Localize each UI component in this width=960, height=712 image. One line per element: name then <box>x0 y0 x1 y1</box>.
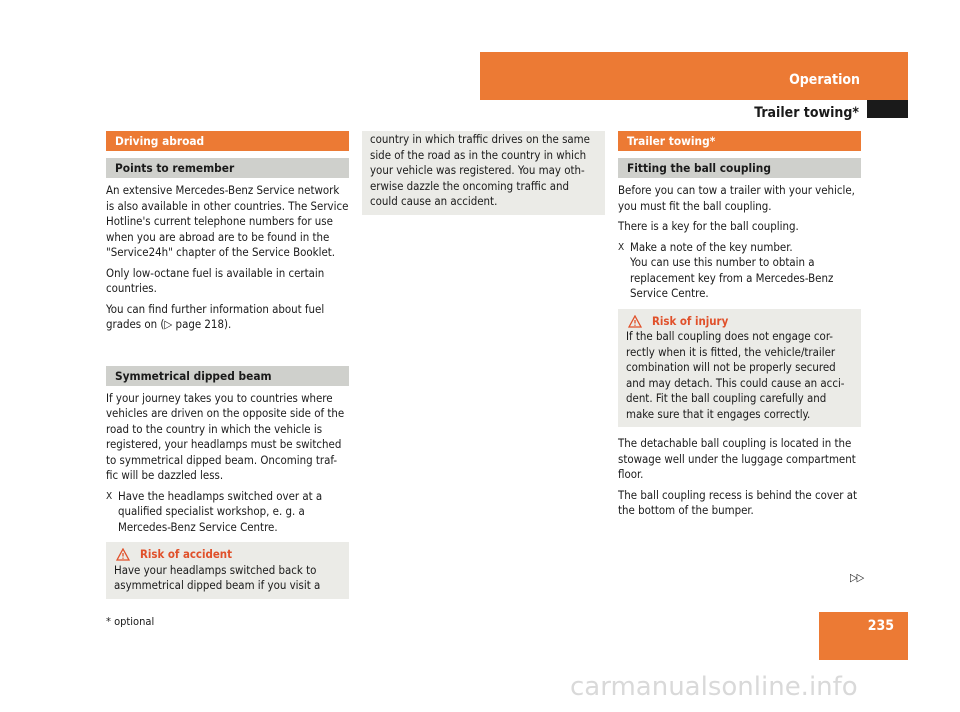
header-marker <box>867 100 908 118</box>
paragraph: You can find further information about fuel grades on (▷ page 218). <box>106 301 325 331</box>
paragraph: An extensive Mercedes-Benz Service network is also available in other countries. The Service Hotline's current telephone numbers for use when you are abroad are to be found in the "Service24h" chapter of the Service Booklet. <box>106 183 349 259</box>
arrow-icon: X <box>106 490 113 502</box>
subsection-title-points: Points to remember <box>106 158 349 178</box>
instruction-item <box>618 240 861 302</box>
warning-box <box>618 309 861 428</box>
warning-title: Risk of injury <box>652 313 729 328</box>
warning-text: country in which traffic drives on the same side of the road as in the country in which your vehicle was registered. You may oth-erwise dazzle the oncoming traffic and could cause an accident. <box>370 132 590 208</box>
continued-indicator: ▷▷ <box>850 571 864 584</box>
instruction-text: Make a note of the key number. <box>630 239 793 254</box>
paragraph: The detachable ball coupling is located in the stowage well under the luggage compartment floor. <box>618 436 856 481</box>
warning-text: Have your headlamps switched back to asymmetrical dipped beam if you visit a <box>114 562 321 592</box>
warning-box-continued <box>362 131 605 215</box>
warning-title: Risk of accident <box>140 547 232 561</box>
paragraph: The ball coupling recess is behind the cover at the bottom of the bumper. <box>618 487 858 517</box>
instruction-subtext: You can use this number to obtain a replacement key from a Mercedes-Benz Service Centre. <box>630 255 834 300</box>
footnote: * optional <box>106 615 155 628</box>
column-1 <box>106 131 349 599</box>
paragraph: There is a key for the ball coupling. <box>618 219 799 233</box>
instruction-item <box>106 489 349 536</box>
subsection-title-dipped-beam: Symmetrical dipped beam <box>106 366 349 386</box>
section-title-driving-abroad: Driving abroad <box>106 131 349 151</box>
section-title-trailer-towing: Trailer towing* <box>618 131 861 151</box>
page-number-box <box>819 612 908 660</box>
page-number: 235 <box>867 618 894 634</box>
instruction-text: Have the headlamps switched over at a qualified specialist workshop, e. g. a Mercedes-Benz Service Centre. <box>118 488 323 534</box>
section-tab-label: Operation <box>789 72 860 88</box>
column-3 <box>618 131 861 519</box>
subsection-title-ball-coupling: Fitting the ball coupling <box>618 158 861 178</box>
column-2 <box>362 131 605 215</box>
paragraph: Before you can tow a trailer with your vehicle, you must fit the ball coupling. <box>618 183 855 213</box>
section-tab <box>480 52 908 100</box>
warning-box <box>106 542 349 599</box>
watermark: carmanualsonline.info <box>570 672 858 702</box>
paragraph: If your journey takes you to countries where vehicles are driven on the opposite side of the road to the country in which the vehicle is registered, your headlamps must be switched to symmetrical dipped beam. Oncoming traf-fic will be dazzled less. <box>106 390 345 482</box>
paragraph: Only low-octane fuel is available in certain countries. <box>106 265 325 295</box>
running-title: Trailer towing* <box>754 105 859 121</box>
warning-text: If the ball coupling does not engage cor-rectly when it is fitted, the vehicle/trailer combination will not be properly secured and may detach. This could cause an acci-dent. Fit the ball coupling carefully and make sure that it engages correctly. <box>626 329 845 421</box>
warning-triangle-icon <box>628 315 642 328</box>
warning-triangle-icon <box>116 548 130 561</box>
arrow-icon: X <box>618 241 625 253</box>
